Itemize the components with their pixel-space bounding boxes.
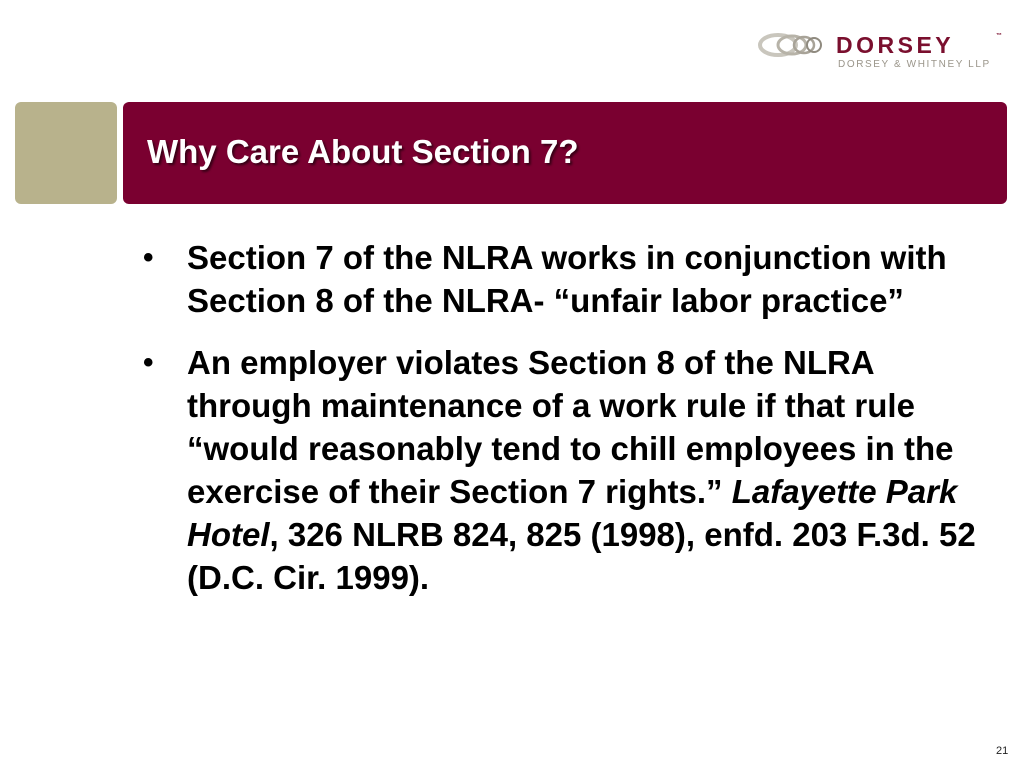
bullet-icon: • — [143, 241, 154, 274]
bullet-list — [140, 236, 1000, 618]
bullet-text: Section 7 of the NLRA works in conjunction with Section 8 of the NLRA- “unfair labor practice” — [187, 239, 947, 319]
bullet-icon: • — [143, 346, 154, 379]
bullet-text-citation: , 326 NLRB 824, 825 (1998), enfd. 203 F.3d. 52 (D.C. Cir. 1999). — [187, 516, 976, 596]
title-bar — [123, 102, 1007, 204]
bullet-item — [140, 236, 1000, 322]
swoosh-logo-icon — [756, 32, 826, 58]
page-number: 21 — [996, 745, 1009, 757]
logo-wordmark: DORSEY — [836, 32, 955, 58]
accent-block — [15, 102, 117, 204]
slide-title: Why Care About Section 7? — [147, 133, 579, 170]
bullet-item — [140, 341, 1000, 599]
case-citation-name: Lafayette Park Hotel — [187, 473, 958, 553]
logo-subtitle: DORSEY & WHITNEY LLP — [838, 59, 991, 70]
logo-trademark: ™ — [996, 33, 1002, 39]
bullet-text: An employer violates Section 8 of the NLRA through maintenance of a work rule if that rule “would reasonably tend to chill employees in the exercise of their Section 7 rights.” — [187, 344, 954, 510]
dorsey-logo — [756, 30, 1006, 74]
